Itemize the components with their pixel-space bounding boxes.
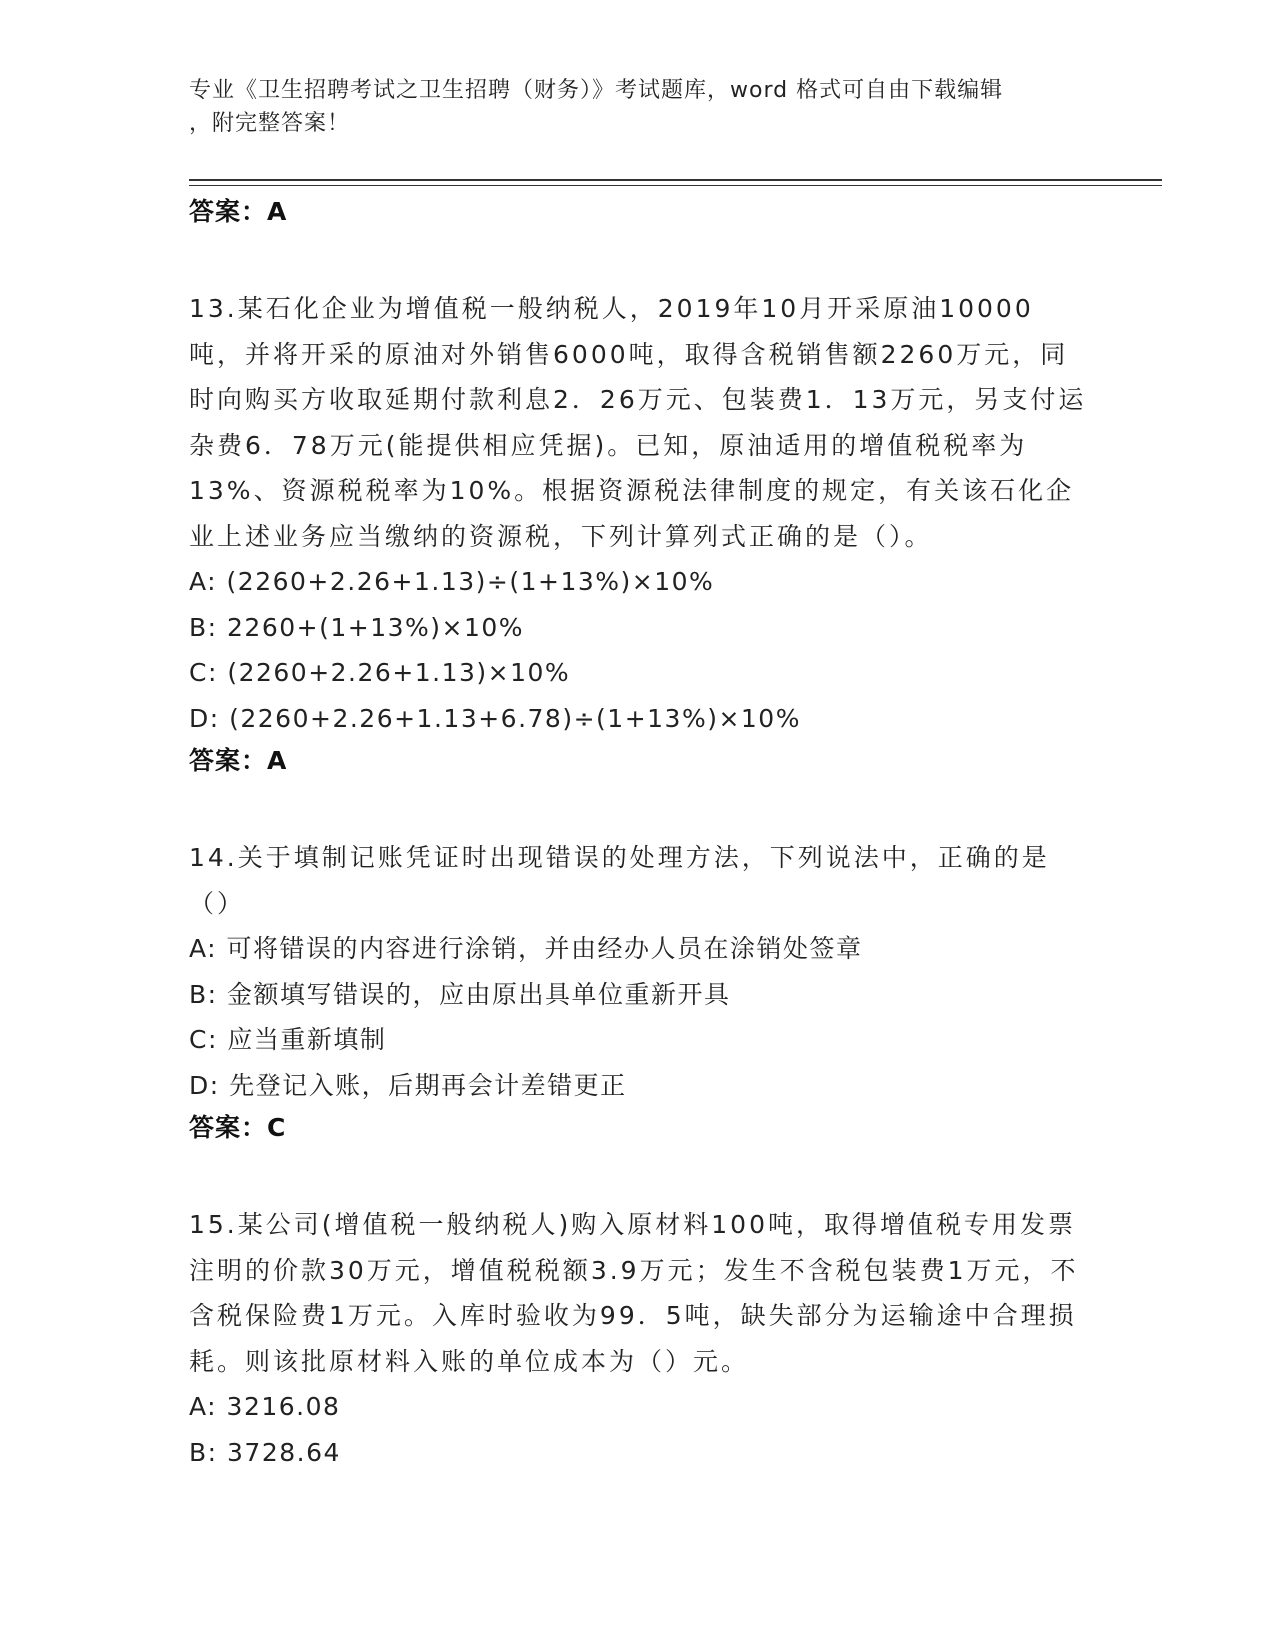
option-b: B: 金额填写错误的，应由原出具单位重新开具 (189, 979, 731, 1009)
question-text: 13.某石化企业为增值税一般纳税人，2019年10月开采原油10000吨，并将开采的原油对外销售6000吨，取得含税销售额2260万元，同时向购买方收取延期付款利息2．26万元、包装费1．13万元，另支付运杂费6．78万元(能提供相应凭据)。已知，原油适用的增值税税率为13%、资源税税率为10%。根据资源税法律制度的规定，有关该石化企业上述业务应当缴纳的资源税，下列计算列式正确的是（）。 (189, 294, 1087, 551)
option-c: C: (2260+2.26+1.13)×10% (189, 658, 571, 687)
header-divider-thin (189, 185, 1162, 186)
option-a: A: (2260+2.26+1.13)÷(1+13%)×10% (189, 567, 715, 596)
question-15 (189, 1202, 1089, 1475)
header-line-1: 专业《卫生招聘考试之卫生招聘（财务）》考试题库，word 格式可自由下载编辑 (189, 78, 1004, 103)
document-body (189, 192, 1089, 1475)
answer-line: 答案：C (189, 1113, 287, 1142)
option-b: B: 3728.64 (189, 1437, 341, 1467)
option-d: D: 先登记入账，后期再会计差错更正 (189, 1070, 627, 1100)
document-header (189, 74, 1079, 140)
header-line-2: ，附完整答案！ (189, 111, 351, 136)
question-13 (189, 286, 1089, 781)
question-14 (189, 835, 1089, 1148)
option-a: A: 可将错误的内容进行涂销，并由经办人员在涂销处签章 (189, 934, 863, 963)
option-a: A: 3216.08 (189, 1392, 341, 1421)
answer-line: 答案：A (189, 197, 288, 226)
answer-line: 答案：A (189, 746, 288, 775)
question-text: 14.关于填制记账凭证时出现错误的处理方法，下列说法中，正确的是（） (189, 843, 1050, 918)
option-d: D: (2260+2.26+1.13+6.78)÷(1+13%)×10% (189, 703, 801, 733)
question-text: 15.某公司(增值税一般纳税人)购入原材料100吨，取得增值税专用发票注明的价款30万元，增值税税额3.9万元；发生不含税包装费1万元，不含税保险费1万元。入库时验收为99．5吨，缺失部分为运输途中合理损耗。则该批原材料入账的单位成本为（）元。 (189, 1210, 1079, 1376)
option-c: C: 应当重新填制 (189, 1025, 387, 1054)
option-b: B: 2260+(1+13%)×10% (189, 612, 525, 642)
header-divider (189, 179, 1162, 181)
